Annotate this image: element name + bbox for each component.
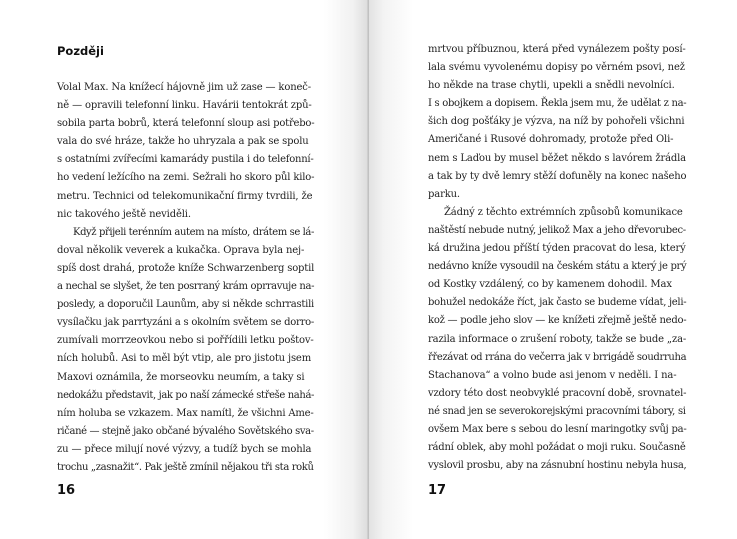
right-page [369,0,737,539]
text-line: ho někde na trase chytli, upekli a snědli nevolníci. [428,80,675,92]
text-line: ho vedení ležícího na zemi. Sežrali ho skoro půl kilo- [57,172,315,184]
text-line: mrtvou příbuznou, která před vynálezem pošty posí- [428,44,686,55]
text-line: metru. Technici od telekomunikační firmy tvrdili, že [57,190,313,202]
page-number-left: 16 [57,483,76,498]
text-line: ovšem Max bere s sebou do lesní maringotky svůj pa- [428,423,687,435]
left-page-text [57,79,314,477]
text-line: ním holuba se vzkazem. Max namítl, že všichni Ame- [57,407,314,419]
text-line: ká družina jedou příští týden pracovat do lesa, který [428,243,686,255]
text-line: nedokážu představit, jak po naší zámecké střeše nahá- [57,389,315,401]
right-page-text [428,41,686,475]
text-line: Američané i Rusové dohromady, protože před Oli- [428,134,674,146]
text-line: ně — opravili telefonní linku. Havárii tentokrát způ- [57,100,312,112]
text-line: posledy, a doporučil Launům, aby si někde schrrastili [57,299,315,311]
text-line: né snad jen se severokorejskými pracovními tábory, si [428,405,686,417]
text-line: od Kostky vzdálený, co by kamenem dohodil. Max [428,279,672,291]
text-line: Maxovi oznámila, že morseovku neumím, a taky si [57,371,305,383]
chapter-heading: Později [57,44,104,58]
text-line: nem s Laďou by musel běžet někdo s lavórem žrádla [428,152,686,164]
text-line: vysílačku jak parrtyzáni a s okolním světem se dorro- [57,317,315,329]
text-line: s ostatními zvířecími kamarády pustila i do telefonní- [57,154,314,166]
text-line: a nechal se slyšet, že ten posrraný krám oprravuje na- [57,281,315,293]
text-line: rádní oblek, aby mohl požádat o moji ruku. Současně [428,442,686,454]
text-line: nic takového ještě neviděli. [57,208,191,220]
text-line: kož — podle jeho slov — ke knížeti zřejmě ještě nedo- [428,315,687,327]
text-line: razila informace o zrušení roboty, takže se bude „za- [428,333,687,345]
text-line: zu — přece milují nové výzvy, a tudíž bych se mohla [57,443,312,455]
text-line: Stachanova“ a volno bude asi jenom v neděli. I na- [428,369,677,381]
text-line: I s obojkem a dopisem. Řekla jsem mu, že udělat z na- [428,98,687,110]
text-line: nedávno kníže vysoudil na českém státu a který je prý [428,261,687,273]
text-line: Žádný z těchto extrémních způsobů komunikace [444,206,683,218]
text-line: Když přijeli terénním autem na místo, drátem se lá- [73,226,314,238]
text-line: Volal Max. Na knížecí hájovně jim už zase — koneč- [57,82,311,93]
left-page [0,0,368,539]
text-line: spíš dost drahá, protože kníže Schwarzenberg soptil [57,262,315,274]
text-line: bohužel nedokáže říct, jak často se budeme vídat, jeli- [428,297,687,309]
text-line: zumívali morrzeovkou nebo si pořřídili letku poštov- [57,335,314,347]
text-line: ních holubů. Asi to měl být vtip, ale pro jistotu jsem [57,353,312,365]
text-line: trochu „zasnažit“. Pak ještě zmínil nějakou tři sta roků [57,461,314,473]
text-line: naštěstí nebude nutný, jelikož Max a jeho dřevorubec- [428,224,686,236]
text-line: lala svému vyvolenému dopisy po věrném psovi, než [428,62,685,74]
text-line: vala do své hráze, takže ho uhryzala a pak se spolu [57,136,309,148]
text-line: řřezávat od rrána do večerra jak v brrigádě soudrruha [428,351,687,363]
text-line: sobila parta bobrů, která telefonní sloup asi potřebo- [57,118,315,130]
text-line: parku. [428,188,460,200]
page-number-right: 17 [428,483,447,498]
text-line: šich dog pošťáky je výzva, na níž by pohořeli všichni [428,116,685,128]
text-line: vyslovil prosbu, aby na zásnubní hostinu nebyla husa, [428,460,687,472]
text-line: doval několik veverek a kukačka. Oprava byla nej- [57,244,305,256]
text-line: ričané — stejně jako občané bývalého Sovětského sva- [57,425,314,437]
text-line: vzdory této dost neobvyklé pracovní době, srovnatel- [428,387,687,399]
text-line: a tak by ty dvě lemry stěží dofuněly na konec našeho [428,170,687,182]
